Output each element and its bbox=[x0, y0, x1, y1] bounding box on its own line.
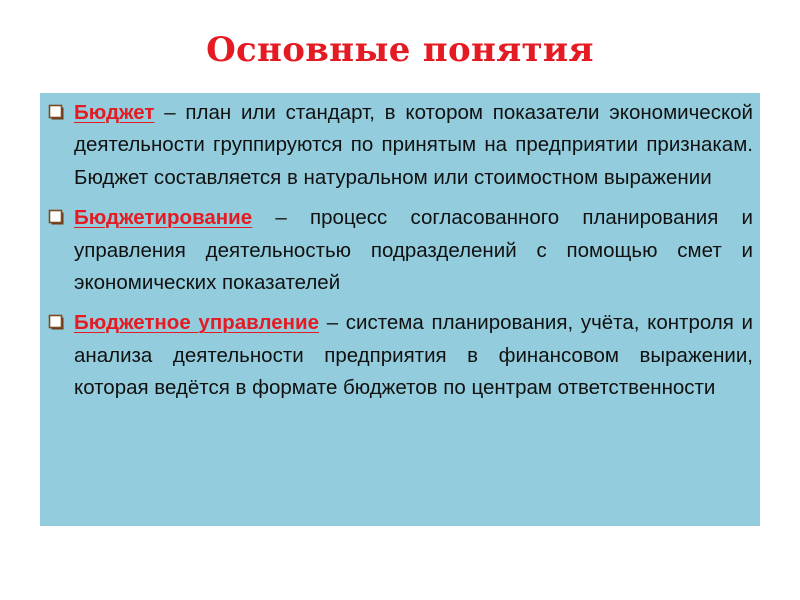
hollow-square-bullet-icon bbox=[48, 307, 74, 339]
definition-budget-management: – система планирования, учёта, контроля и анализа деятельности предприятия в финансовом выражении, которая ведётся в формате бюджетов по центрам ответственности bbox=[74, 311, 753, 400]
definition-text bbox=[74, 307, 753, 404]
definition-item-budgeting bbox=[48, 202, 753, 299]
hollow-square-bullet-icon bbox=[48, 97, 74, 129]
definition-text bbox=[74, 202, 753, 299]
term-budget-management: Бюджетное управление bbox=[74, 311, 319, 335]
hollow-square-bullet-icon bbox=[48, 202, 74, 234]
definitions-box bbox=[40, 93, 760, 526]
term-budget: Бюджет bbox=[74, 101, 155, 124]
definition-budgeting: – процесс согласованного планирования и управления деятельностью подразделений с помощью смет и экономических показателей bbox=[74, 206, 753, 295]
slide-title: Основные понятия bbox=[206, 30, 594, 70]
definition-item-budget bbox=[48, 97, 753, 194]
definition-budget: – план или стандарт, в котором показатели экономической деятельности группируются по принятым на предприятии признакам. Бюджет составляется в натуральном или стоимостном выражении bbox=[74, 101, 753, 189]
definition-text bbox=[74, 97, 753, 194]
term-budgeting: Бюджетирование bbox=[74, 206, 253, 230]
definition-item-budget-management bbox=[48, 307, 753, 404]
